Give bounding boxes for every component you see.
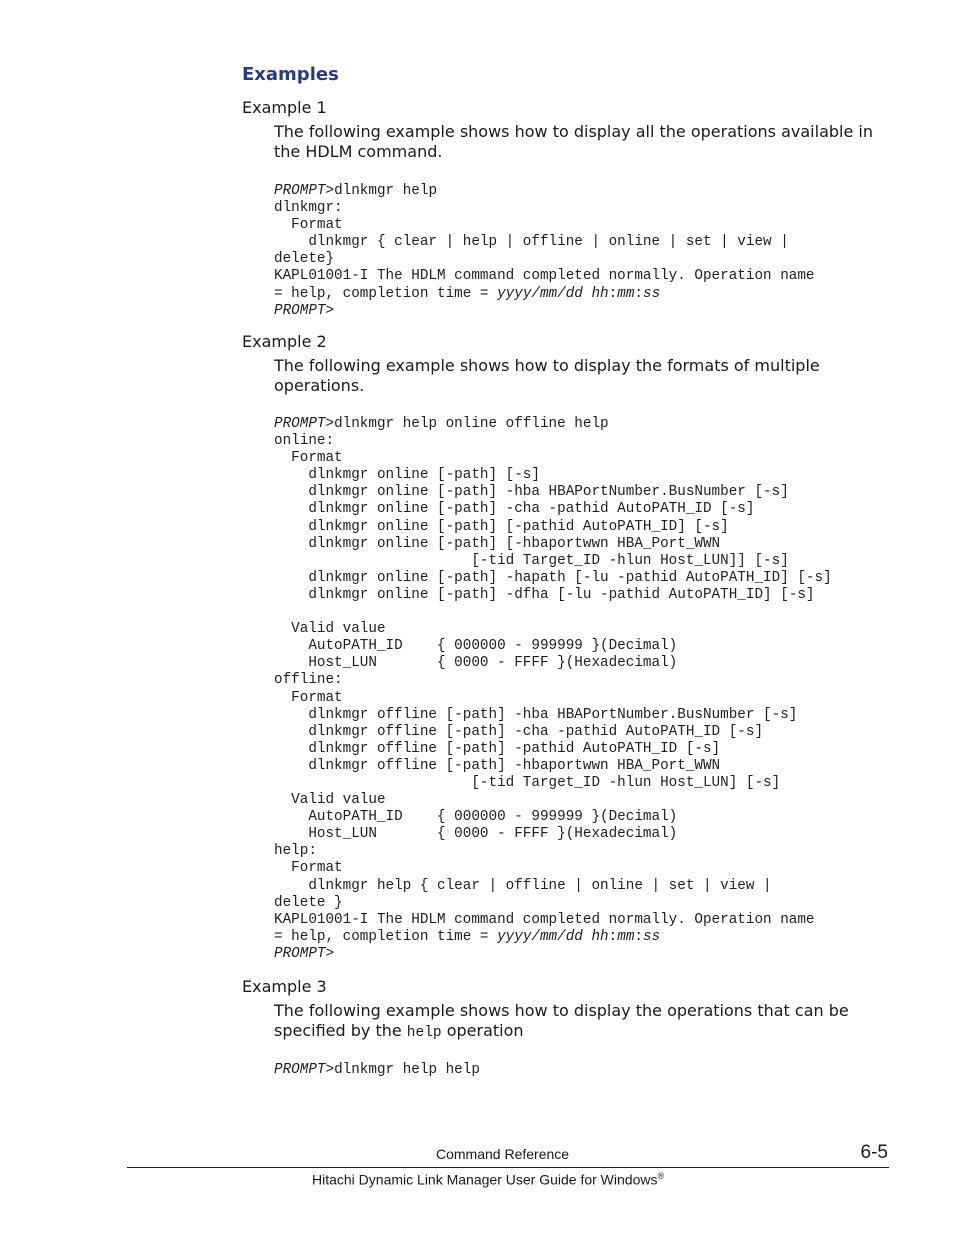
example-2-title: Example 2 [242,332,327,351]
footer-guide-title: Hitachi Dynamic Link Manager User Guide for Windows® [312,1171,665,1188]
time-second-format: ss [643,285,661,302]
command-text: >dlnkmgr help online offline help [325,416,609,432]
footer-section-name: Command Reference [436,1146,570,1162]
example-3-code [274,1062,480,1079]
example-3-title: Example 3 [242,977,327,996]
prompt-label: PROMPT [274,183,326,199]
command-output: online: Format dlnkmgr online [-path] [-s] dlnkmgr online [-path] -hba HBAPortNumber.BusNumber [-s] dlnkmgr online [-path] -cha -pathid AutoPATH_ID [-s] dlnkmgr online [-path] [-pathid AutoPATH_ID] [-s] dlnkmgr online [-path] [-hbaportwwn HBA_Port_WWN [-tid Target_ID -hlun Host_LUN]] [-s] dlnkmgr online [-path] -hapath [-lu -pathid AutoPATH_ID] [-s] dlnkmgr online [-path] -dfha [-lu -pathid AutoPATH_ID] [-s] Valid value AutoPATH_ID { 000000 - 999999 }(Decimal) Host_LUN { 0000 - FFFF }(Hexadecimal) offline: Format dlnkmgr offline [-path] -hba HBAPortNumber.BusNumber [-s] dlnkmgr offline [-path] -cha -pathid AutoPATH_ID [-s] dlnkmgr offline [-path] -pathid AutoPATH_ID [-s] dlnkmgr offline [-path] -hbaportwwn HBA_Port_WWN [-tid Target_ID -hlun Host_LUN] [-s] Valid value AutoPATH_ID { 000000 - 999999 }(Decimal) Host_LUN { 0000 - FFFF }(Hexadecimal) help: Format dlnkmgr help { clear | offline | online | set | view | delete } KAPL01001-I The HDLM command completed normally. Operation name = help, completion time = [274,433,832,945]
footer-divider [127,1167,889,1168]
command-text: >dlnkmgr help help [325,1062,480,1078]
time-hour-format: hh [591,928,609,945]
inline-code-help: help [406,1025,442,1041]
example-3-description: The following example shows how to display the operations that can be specified by the help operation [274,1001,849,1041]
prompt-label: PROMPT [274,302,326,319]
page-number: 6-5 [860,1142,888,1163]
example-1-description: The following example shows how to display all the operations available in the HDLM command. [274,122,873,161]
example-2-description: The following example shows how to display the formats of multiple operations. [274,356,820,395]
example-1-title: Example 1 [242,98,327,117]
registered-trademark: ® [657,1171,665,1181]
time-date-format: yyyy/mm/dd [497,928,583,945]
prompt-label: PROMPT [274,1062,326,1078]
example-1-code: PROMPT>dlnkmgr help dlnkmgr: Format dlnkmgr { clear | help | offline | online | set | view | delete} KAPL01001-I The HDLM command completed normally. Operation name = help, completion time = yyyy/mm/dd hh:mm:ss PROMPT> [274,183,815,319]
time-second-format: ss [643,928,661,945]
time-date-format: yyyy/mm/dd [497,285,583,302]
example-2-code: PROMPT>dlnkmgr help online offline help online: Format dlnkmgr online [-path] [-s] dlnkmgr online [-path] -hba HBAPortNumber.BusNumber [-s] dlnkmgr online [-path] -cha -pathid AutoPATH_ID [-s] dlnkmgr online [-path] [-pathid AutoPATH_ID] [-s] dlnkmgr online [-path] [-hbaportwwn HBA_Port_WWN [-tid Target_ID -hlun Host_LUN]] [-s] dlnkmgr online [-path] -hapath [-lu -pathid AutoPATH_ID] [-s] dlnkmgr online [-path] -dfha [-lu -pathid AutoPATH_ID] [-s] Valid value AutoPATH_ID { 000000 - 999999 }(Decimal) Host_LUN { 0000 - FFFF }(Hexadecimal) offline: Format dlnkmgr offline [-path] -hba HBAPortNumber.BusNumber [-s] dlnkmgr offline [-path] -cha -pathid AutoPATH_ID [-s] dlnkmgr offline [-path] -pathid AutoPATH_ID [-s] dlnkmgr offline [-path] -hbaportwwn HBA_Port_WWN [-tid Target_ID -hlun Host_LUN] [-s] Valid value AutoPATH_ID { 000000 - 999999 }(Decimal) Host_LUN { 0000 - FFFF }(Hexadecimal) help: Format dlnkmgr help { clear | offline | online | set | view | delete } KAPL01001-I The HDLM command completed normally. Operation name = help, completion time = yyyy/mm/dd hh:mm:ss PROMPT> [274,416,832,962]
prompt-label: PROMPT [274,945,326,962]
time-hour-format: hh [591,285,609,302]
command-text: >dlnkmgr help [325,183,438,199]
prompt-label: PROMPT [274,416,326,432]
section-heading: Examples [242,64,339,85]
command-output: dlnkmgr: Format dlnkmgr { clear | help | offline | online | set | view | delete} KAPL01001-I The HDLM command completed normally. Operation name = help, completion time = [274,200,815,302]
time-minute-format: mm [617,928,635,945]
time-minute-format: mm [617,285,635,302]
